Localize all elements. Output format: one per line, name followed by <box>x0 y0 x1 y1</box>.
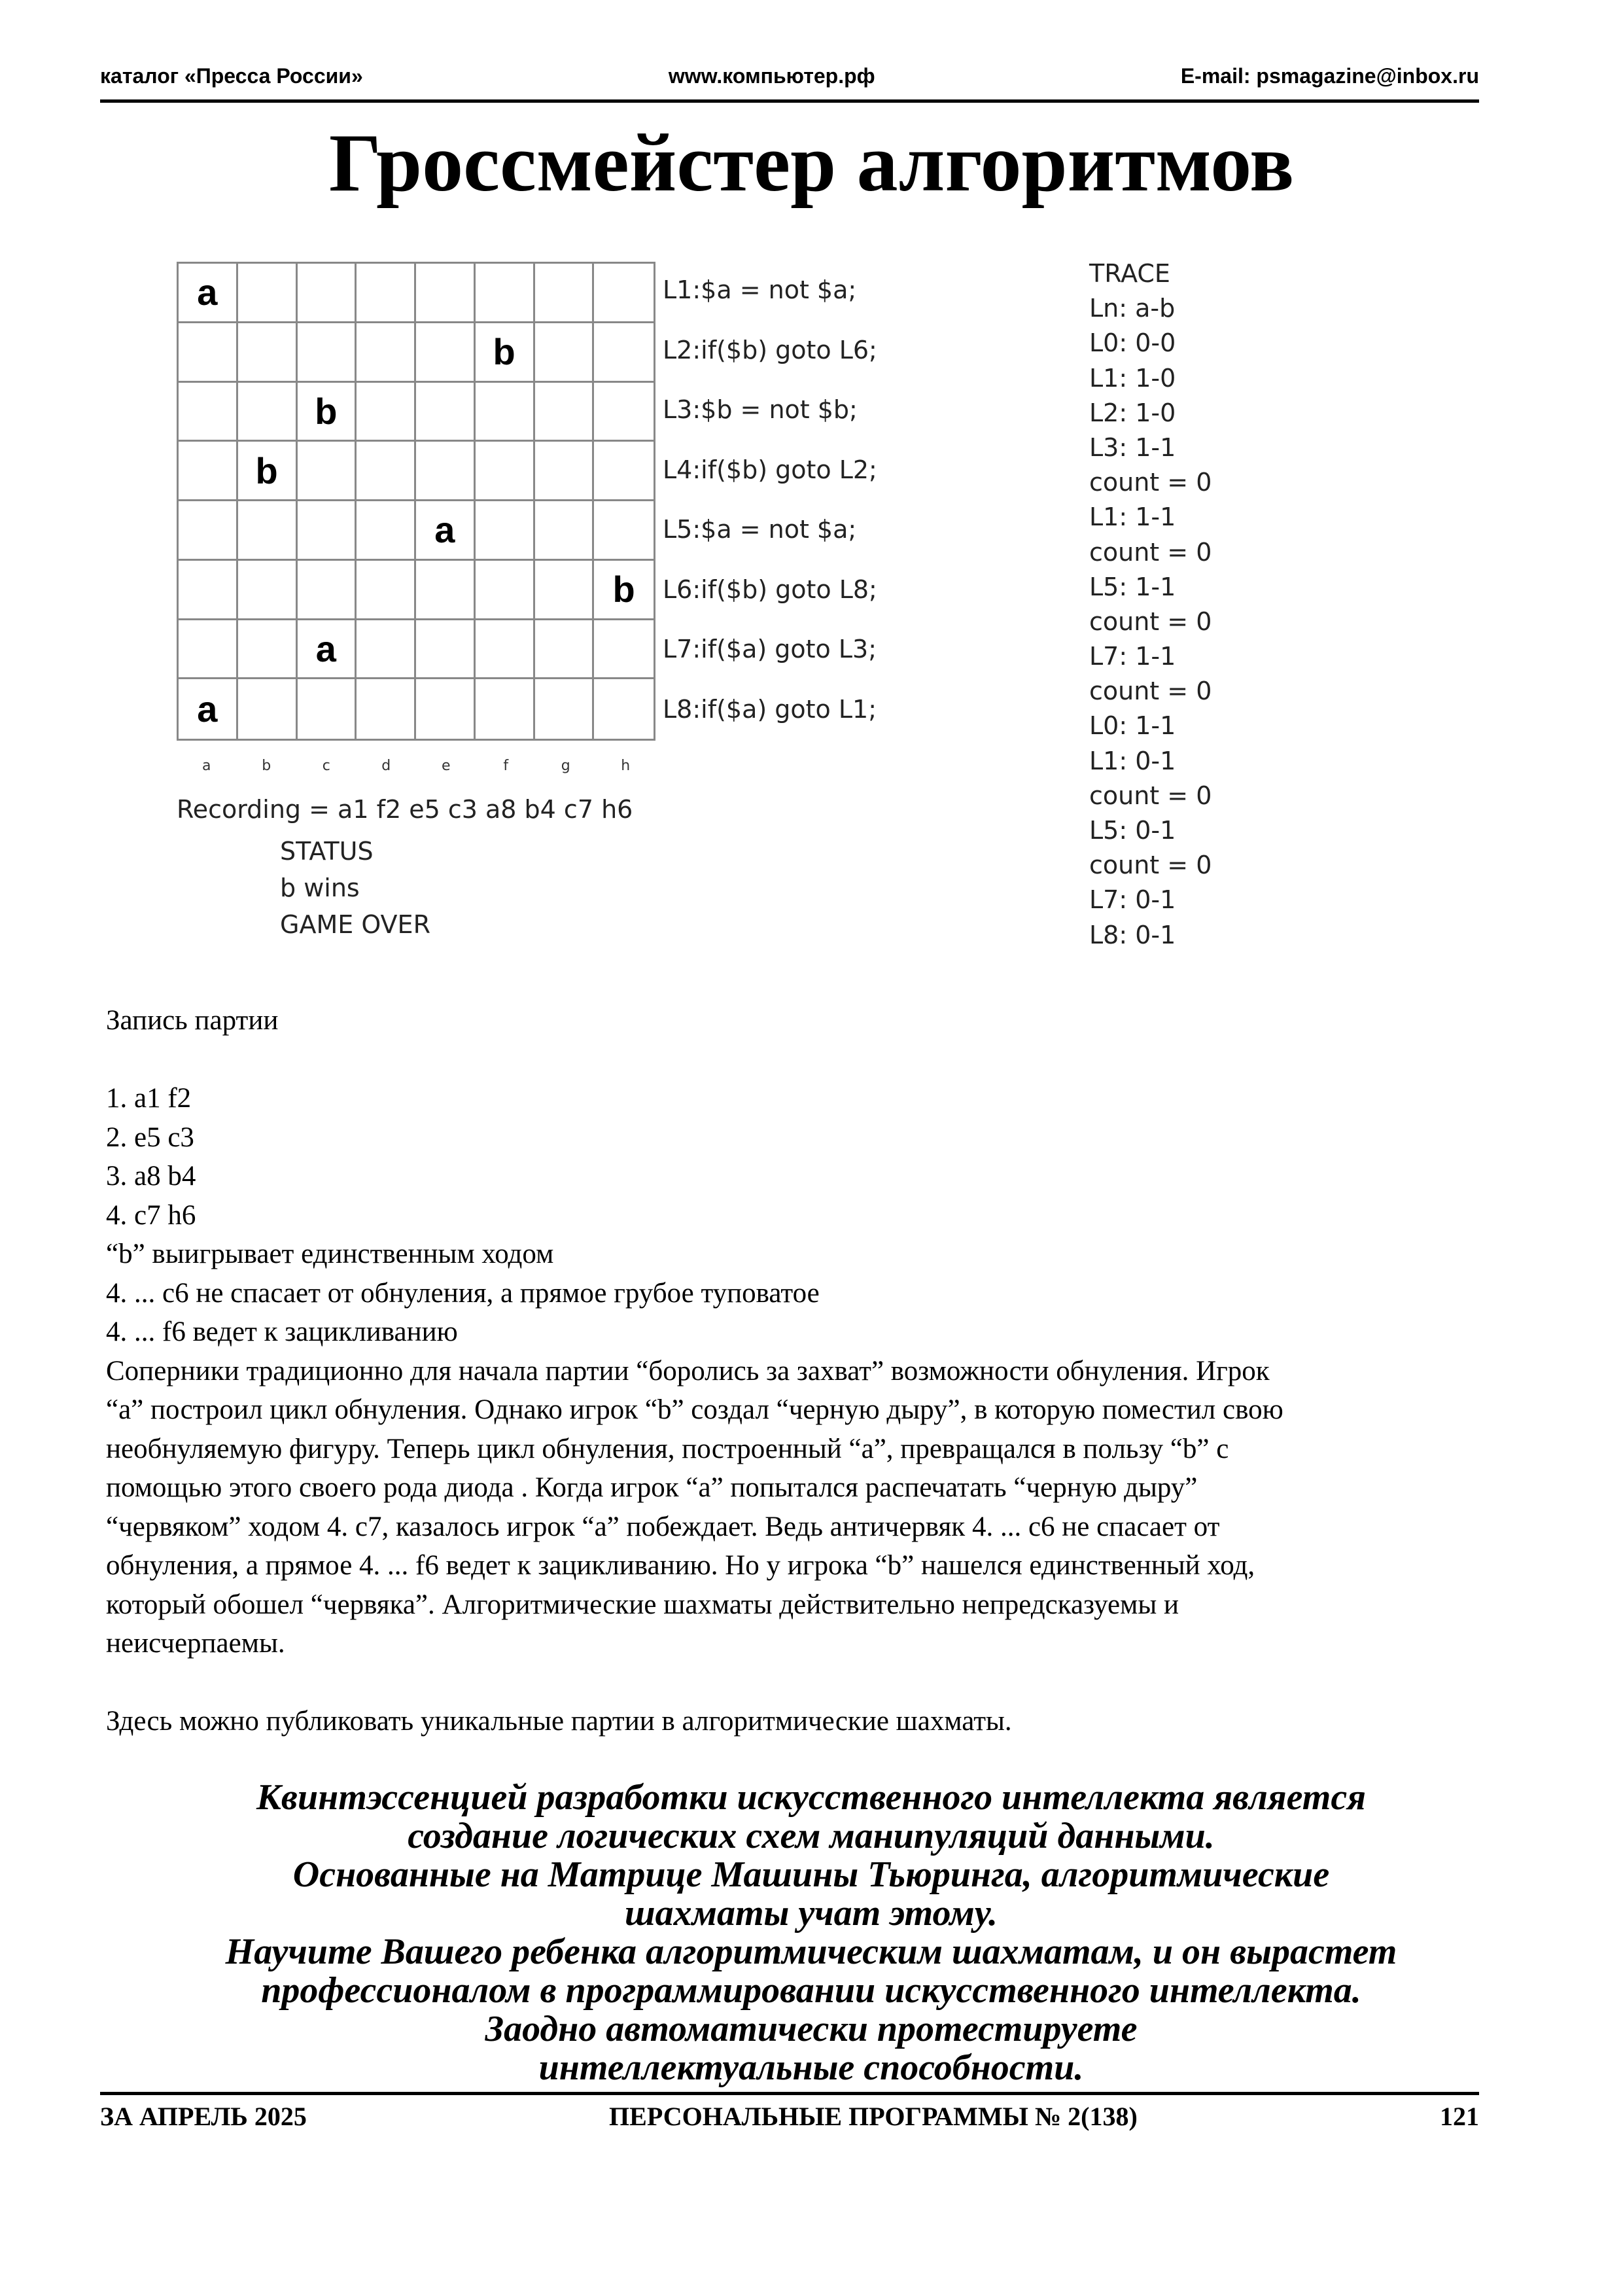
trace-line: L8: 0-1 <box>1089 920 1176 949</box>
board-cell: a <box>416 501 476 561</box>
board-cell <box>238 383 298 442</box>
trace-line: L5: 1-1 <box>1089 572 1176 601</box>
board-cell <box>298 561 357 620</box>
move-line: 4. c7 h6 <box>106 1199 196 1231</box>
program-line: L5:$a = not $a; <box>663 515 857 544</box>
footer-magazine: ПЕРСОНАЛЬНЫЕ ПРОГРАММЫ № 2(138) <box>609 2102 1138 2131</box>
footer-page-number: 121 <box>1439 2102 1479 2131</box>
board-cell <box>179 442 238 501</box>
program-line: L6:if($b) goto L8; <box>663 574 877 604</box>
board-cell <box>535 501 595 561</box>
slogan-line: Квинтэссенцией разработки искусственного интеллекта является <box>256 1777 1367 1818</box>
trace-line: L1: 1-1 <box>1089 503 1176 532</box>
paragraph-line: неисчерпаемы. <box>106 1628 285 1659</box>
program-listing <box>663 260 877 739</box>
move-line: 2. e5 c3 <box>106 1122 194 1153</box>
board-cell <box>535 323 595 383</box>
article-paragraph <box>106 1352 1519 1663</box>
board-cell: b <box>298 383 357 442</box>
header-website: www.компьютер.рф <box>668 64 875 88</box>
paragraph-line: “a” построил цикл обнуления. Однако игрок “b” создал “черную дыру”, в которую поместил свою <box>106 1394 1283 1425</box>
header-rule <box>100 99 1479 103</box>
slogan-line: шахматы учат этому. <box>624 1893 998 1934</box>
trace-line: L7: 0-1 <box>1089 885 1176 915</box>
slogan-line: Заодно автоматически протестируете <box>485 2009 1138 2049</box>
board-cell: a <box>298 620 357 680</box>
trace-line: L7: 1-1 <box>1089 642 1176 671</box>
trace-line: L0: 1-1 <box>1089 711 1176 741</box>
board-cell <box>535 561 595 620</box>
trace-title: TRACE <box>1089 259 1170 288</box>
slogan-line: создание логических схем манипуляций данными. <box>408 1816 1215 1856</box>
board-cell: b <box>476 323 535 383</box>
move-line: 4. ... f6 ведет к зацикливанию <box>106 1316 458 1347</box>
trace-line: L0: 0-0 <box>1089 328 1176 358</box>
article-closing: Здесь можно публиковать уникальные партии в алгоритмические шахматы. <box>106 1706 1012 1737</box>
board-cell <box>594 323 654 383</box>
board-cell <box>357 264 416 323</box>
paragraph-line: помощью этого своего рода диода . Когда игрок “a” попытался распечатать “черную дыру” <box>106 1472 1198 1503</box>
program-line: L2:if($b) goto L6; <box>663 335 877 364</box>
move-line: 3. a8 b4 <box>106 1161 196 1192</box>
status-label: STATUS <box>280 837 374 866</box>
trace-line: L3: 1-1 <box>1089 433 1176 462</box>
board-cell <box>238 264 298 323</box>
board-cell <box>298 442 357 501</box>
trace-line: Ln: a-b <box>1089 294 1176 323</box>
file-label: d <box>381 758 391 774</box>
board-cell: a <box>179 679 238 739</box>
board-cell <box>416 679 476 739</box>
recording-line: Recording = a1 f2 e5 c3 a8 b4 c7 h6 <box>177 795 633 824</box>
slogan-line: профессионалом в программировании искусственного интеллекта. <box>261 1970 1361 2011</box>
move-line: “b” выигрывает единственным ходом <box>106 1239 554 1269</box>
slogan-line: Основанные на Матрице Машины Тьюринга, алгоритмические <box>292 1854 1330 1895</box>
program-line: L4:if($b) goto L2; <box>663 455 877 484</box>
trace-line: count = 0 <box>1089 537 1212 567</box>
board-cell <box>416 561 476 620</box>
trace-line: L5: 0-1 <box>1089 816 1176 845</box>
paragraph-line: Соперники традиционно для начала партии “боролись за захват” возможности обнуления. Игрок <box>106 1355 1270 1386</box>
trace-line: count = 0 <box>1089 677 1212 706</box>
page-title: Гроссмейстер алгоритмов <box>328 118 1295 209</box>
board-cell <box>298 679 357 739</box>
board-cell <box>594 442 654 501</box>
board-cell <box>179 323 238 383</box>
board-cell <box>594 620 654 680</box>
board-cell <box>238 679 298 739</box>
board-cell <box>416 383 476 442</box>
file-label: c <box>322 758 330 774</box>
program-line: L1:$a = not $a; <box>663 275 857 304</box>
board-cell <box>416 442 476 501</box>
slogan-block <box>98 1778 1524 2087</box>
board-cell <box>357 679 416 739</box>
board-cell <box>357 442 416 501</box>
board-cell <box>476 561 535 620</box>
board-cell <box>179 561 238 620</box>
chess-board <box>177 262 655 741</box>
board-cell <box>357 561 416 620</box>
file-label: a <box>202 758 211 774</box>
file-label: e <box>441 758 451 774</box>
spacer <box>106 1663 1519 1703</box>
status-block <box>280 833 430 943</box>
move-line: 1. a1 f2 <box>106 1083 192 1114</box>
board-cell <box>238 561 298 620</box>
header-email: E-mail: psmagazine@inbox.ru <box>1180 64 1479 88</box>
status-result: b wins <box>280 874 360 902</box>
paragraph-line: “червяком” ходом 4. c7, казалось игрок “a” побеждает. Ведь античервяк 4. ... c6 не спасает от <box>106 1511 1220 1542</box>
page-footer <box>100 2100 1479 2133</box>
footer-rule <box>100 2092 1479 2095</box>
board-file-labels <box>177 758 655 774</box>
board-cell <box>298 264 357 323</box>
slogan-line: Научите Вашего ребенка алгоритмическим шахматам, и он вырастет <box>225 1932 1397 1972</box>
board-cell <box>357 501 416 561</box>
article-heading: Запись партии <box>106 1005 279 1036</box>
trace-line: L1: 0-1 <box>1089 746 1176 775</box>
paragraph-line: необнуляемую фигуру. Теперь цикл обнуления, построенный “a”, превращался в пользу “b” с <box>106 1433 1229 1464</box>
board-cell <box>179 620 238 680</box>
board-cell <box>594 383 654 442</box>
header-catalog: каталог «Пресса России» <box>100 64 363 88</box>
footer-issue-date: ЗА АПРЕЛЬ 2025 <box>100 2102 307 2131</box>
board-cell <box>535 620 595 680</box>
trace-line: count = 0 <box>1089 468 1212 497</box>
spacer <box>106 1040 1519 1080</box>
board-cell <box>476 620 535 680</box>
board-cell <box>594 501 654 561</box>
board-cell <box>416 620 476 680</box>
paragraph-line: который обошел “червяка”. Алгоритмические шахматы действительно непредсказуемы и <box>106 1589 1179 1620</box>
board-cell: b <box>594 561 654 620</box>
board-cell <box>535 383 595 442</box>
board-cell <box>298 323 357 383</box>
board-cell <box>476 442 535 501</box>
board-cell <box>594 679 654 739</box>
board-cell: b <box>238 442 298 501</box>
board-cell: a <box>179 264 238 323</box>
board-cell <box>476 264 535 323</box>
board-cell <box>298 501 357 561</box>
board-cell <box>535 264 595 323</box>
trace-line: count = 0 <box>1089 781 1212 810</box>
move-line: 4. ... c6 не спасает от обнуления, а прямое грубое туповатое <box>106 1277 820 1309</box>
board-cell <box>238 501 298 561</box>
board-cell <box>535 679 595 739</box>
article-body <box>106 1001 1519 1741</box>
board-cell <box>179 383 238 442</box>
board-cell <box>238 323 298 383</box>
board-cell <box>535 442 595 501</box>
board-cell <box>238 620 298 680</box>
file-label: h <box>621 758 631 774</box>
board-cell <box>476 383 535 442</box>
trace-line: count = 0 <box>1089 607 1212 636</box>
program-line: L8:if($a) goto L1; <box>663 694 877 724</box>
board-cell <box>416 323 476 383</box>
board-cell <box>476 679 535 739</box>
trace-line: L2: 1-0 <box>1089 398 1176 427</box>
board-cell <box>476 501 535 561</box>
program-line: L7:if($a) goto L3; <box>663 635 877 663</box>
board-cell <box>416 264 476 323</box>
board-cell <box>357 620 416 680</box>
board-cell <box>594 264 654 323</box>
file-label: b <box>262 758 271 774</box>
slogan-line: интеллектуальные способности. <box>538 2047 1084 2088</box>
trace-line: count = 0 <box>1089 851 1212 880</box>
trace-log <box>1089 256 1212 953</box>
file-label: g <box>561 758 570 774</box>
trace-line: L1: 1-0 <box>1089 363 1176 393</box>
paragraph-line: обнуления, а прямое 4. ... f6 ведет к зацикливанию. Но у игрока “b” нашелся единственный ход, <box>106 1550 1255 1581</box>
file-label: f <box>503 758 509 774</box>
board-cell <box>357 383 416 442</box>
status-state: GAME OVER <box>280 910 430 939</box>
board-cell <box>179 501 238 561</box>
program-line: L3:$b = not $b; <box>663 395 858 424</box>
board-cell <box>357 323 416 383</box>
moves-list <box>106 1079 1519 1352</box>
page-header <box>100 64 1479 88</box>
